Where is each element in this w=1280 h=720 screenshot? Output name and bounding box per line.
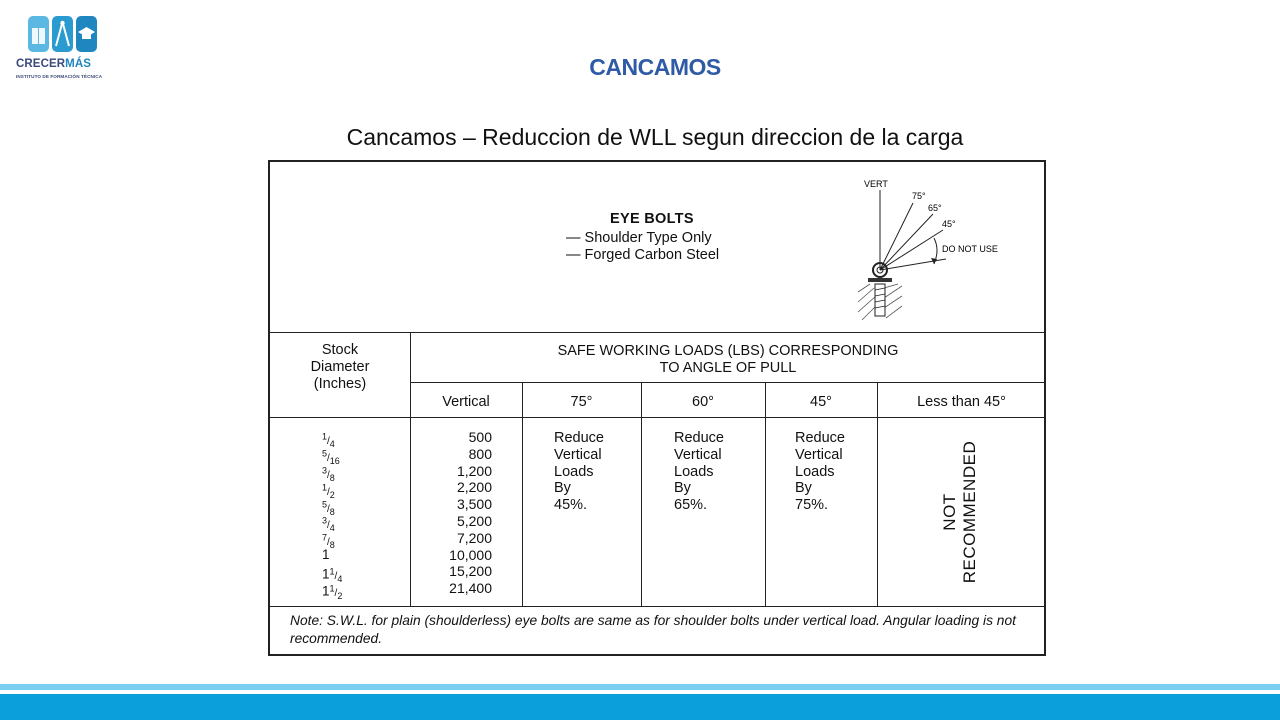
col-header-vertical: Vertical [442, 394, 490, 410]
compass-icon [52, 16, 73, 52]
vertical-load-value: 7,200 [456, 529, 492, 546]
vertical-load-value: 5,200 [456, 512, 492, 529]
body-bottom-rule [270, 606, 1046, 607]
book-icon [28, 16, 49, 52]
do-not-use-label: DO NOT USE [942, 244, 998, 254]
diameter-row: $1^1/_2$ [322, 583, 343, 601]
col-header-45: 45° [810, 394, 832, 410]
diameter-row: 1 [322, 546, 330, 562]
vertical-load-value: 15,200 [449, 563, 492, 580]
not-recommended-label: NOT RECOMMENDED [940, 440, 979, 584]
col-divider-4 [765, 382, 766, 606]
swl-header: SAFE WORKING LOADS (LBS) CORRESPONDING TO ANGLE OF PULL [557, 343, 899, 376]
angle-of-pull-diagram [850, 172, 1040, 332]
footer-band-dark [0, 694, 1280, 720]
logo-icons [28, 16, 97, 52]
vertical-load-value: 10,000 [449, 546, 492, 563]
col-header-60: 60° [692, 394, 714, 410]
diameter-row: $^3/_8$ [322, 465, 335, 483]
table-note: Note: S.W.L. for plain (shoulderless) eye bolts are same as for shoulder bolts under vertical load. Angular loading is not recommended. [290, 613, 1016, 646]
reduce-75-text: Reduce Vertical Loads By 45%. [554, 430, 604, 514]
vertical-load-value: 3,500 [456, 496, 492, 513]
col-header-less-45: Less than 45° [917, 394, 1006, 410]
angle-65-label: 65° [928, 203, 942, 213]
angle-75-label: 75° [912, 191, 926, 201]
col-divider-2 [522, 382, 523, 606]
reduce-45-text: Reduce Vertical Loads By 75%. [795, 430, 845, 514]
vertical-load-value: 800 [468, 445, 492, 462]
diameter-row: $^5/_{16}$ [322, 448, 340, 467]
diameter-row: $^3/_4$ [322, 515, 335, 534]
figure-line-1: — Shoulder Type Only [566, 230, 712, 246]
diameter-row: $^7/_8$ [322, 532, 335, 551]
vertical-load-list [420, 429, 492, 597]
diameter-row: $1^1/_4$ [322, 566, 343, 584]
diameter-row: $^5/_8$ [322, 499, 335, 517]
table-top-rule [270, 332, 1046, 333]
figure-heading: EYE BOLTS [610, 211, 694, 227]
eye-bolt-load-table [268, 160, 1046, 656]
vert-label: VERT [864, 179, 888, 189]
slide-title: CANCAMOS [589, 54, 721, 80]
logo-wordmark: CRECERMÁS [16, 58, 92, 70]
reduce-60-text: Reduce Vertical Loads By 65%. [674, 430, 724, 514]
header-bottom-rule [270, 417, 1046, 418]
slide-subtitle: Cancamos – Reduccion de WLL segun direccion de la carga [346, 124, 964, 150]
stock-diameter-header: Stock Diameter (Inches) [310, 342, 370, 392]
diameter-row: $^1/_4$ [322, 432, 335, 450]
vertical-load-value: 500 [468, 429, 492, 445]
col-divider-5 [877, 382, 878, 606]
diameter-list [322, 429, 343, 601]
figure-line-2: — Forged Carbon Steel [566, 247, 720, 263]
diameter-row: $^1/_2$ [322, 482, 335, 500]
col-header-75: 75° [570, 394, 593, 410]
header-mid-rule [410, 382, 1046, 383]
vertical-load-value: 2,200 [456, 479, 492, 496]
vertical-load-value: 1,200 [456, 462, 492, 479]
vertical-load-value: 21,400 [449, 580, 492, 597]
col-divider-3 [641, 382, 642, 606]
angle-45-label: 45° [942, 219, 956, 229]
graduation-cap-icon [76, 16, 97, 52]
logo-tagline: INSTITUTO DE FORMACIÓN TÉCNICA [16, 74, 103, 79]
